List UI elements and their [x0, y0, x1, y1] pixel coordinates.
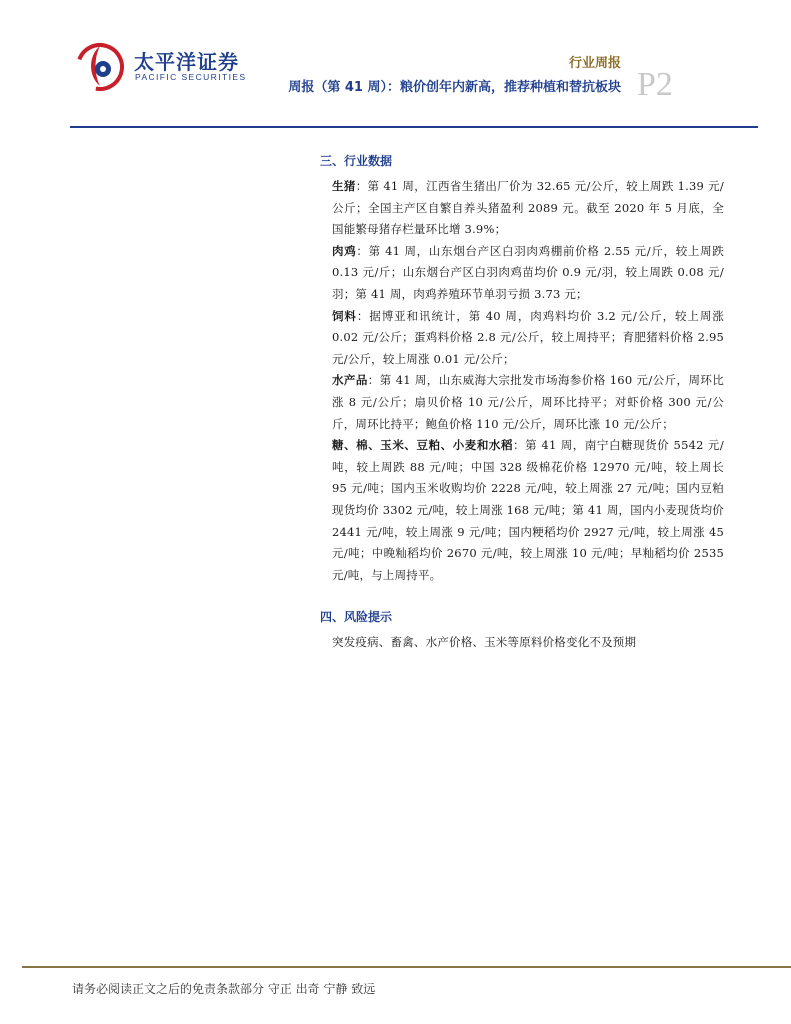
company-logo: [74, 40, 247, 92]
paragraph-broilers: [332, 241, 724, 306]
header-divider: [70, 126, 758, 128]
section-industry-data: [320, 150, 724, 586]
paragraph-hogs: [332, 176, 724, 241]
footer-disclaimer: 请务必阅读正文之后的免责条款部分: [72, 982, 265, 996]
report-type: 行业周报: [568, 56, 621, 71]
report-title: 周报（第 41 周）：粮价创年内新高，推荐种植和替抗板块: [288, 80, 621, 95]
paragraph-text: ：第 41 周，山东威海大宗批发市场海参价格 160 元/公斤，周环比涨 8 元/公斤；扇贝价格 10 元/公斤，周环比持平；对虾价格 300 元/公斤，周环比持平；鲍鱼价格 110 元/公斤，周环比涨 10 元/公斤；: [332, 373, 725, 431]
logo-english-name: PACIFIC SECURITIES: [135, 72, 247, 82]
paragraph-feed: [332, 306, 724, 371]
paragraph-text: ：第 41 周，江西省生猪出厂价为 32.65 元/公斤，较上周跌 1.39 元/公斤；全国主产区自繁自养头猪盈利 2089 元。截至 2020 年 5 月底，全国能繁母猪存栏量环比增 3.9%；: [332, 179, 724, 237]
logo-chinese-name: 太平洋证券: [134, 50, 239, 74]
paragraph-lead: 水产品: [332, 373, 368, 388]
paragraph-text: ：第 41 周，南宁白糖现货价 5542 元/吨，较上周跌 88 元/吨；中国 328 级棉花价格 12970 元/吨，较上周长 95 元/吨；国内玉米收购均价 2228 元/吨，较上周涨 27 元/吨；国内豆粕现货均价 3302 元/吨，较上周涨 168 元/吨；第 41 周，国内小麦现货均价 2441 元/吨，较上周涨 9 元/吨；国内粳稻均价 2927 元/吨，较上周涨 45 元/吨；中晚籼稻均价 2670 元/吨，较上周涨 10 元/吨；早籼稻均价 2535 元/吨，与上周持平。: [332, 438, 724, 582]
pacific-securities-logo-icon: [74, 40, 126, 92]
report-body: [320, 150, 724, 654]
paragraph-text: ：据博亚和讯统计，第 40 周，肉鸡料均价 3.2 元/公斤，较上周涨 0.02 元/公斤；蛋鸡料价格 2.8 元/公斤，较上周持平；育肥猪料价格 2.95 元/公斤，较上周涨 0.01 元/公斤；: [332, 308, 724, 366]
section-spacer: [320, 586, 724, 606]
paragraph-lead: 糖、棉、玉米、豆粕、小麦和水稻: [332, 438, 514, 453]
footer-divider: [22, 966, 791, 968]
section-risk-warning: [320, 606, 724, 654]
paragraph-text: 突发疫病、畜禽、水产价格、玉米等原料价格变化不及预期: [332, 635, 637, 650]
paragraph-aquatic: [332, 370, 724, 435]
footer: [72, 980, 375, 997]
section-heading: 三、行业数据: [320, 154, 393, 168]
paragraph-lead: 肉鸡: [332, 243, 357, 258]
section-heading: 四、风险提示: [320, 610, 393, 625]
paragraph-crops: [332, 435, 724, 586]
paragraph-text: ：第 41 周，山东烟台产区白羽肉鸡棚前价格 2.55 元/斤，较上周跌 0.13 元/斤；山东烟台产区白羽肉鸡苗均价 0.9 元/羽，较上周跌 0.08 元/羽；第 41 周，肉鸡养殖环节单羽亏损 3.73 元；: [332, 243, 725, 301]
paragraph-risk: [332, 632, 724, 654]
page-number: P2: [637, 66, 673, 103]
paragraph-lead: 饲料: [332, 308, 357, 323]
footer-motto: 守正 出奇 宁静 致远: [267, 982, 376, 996]
paragraph-lead: 生猪: [332, 179, 356, 193]
